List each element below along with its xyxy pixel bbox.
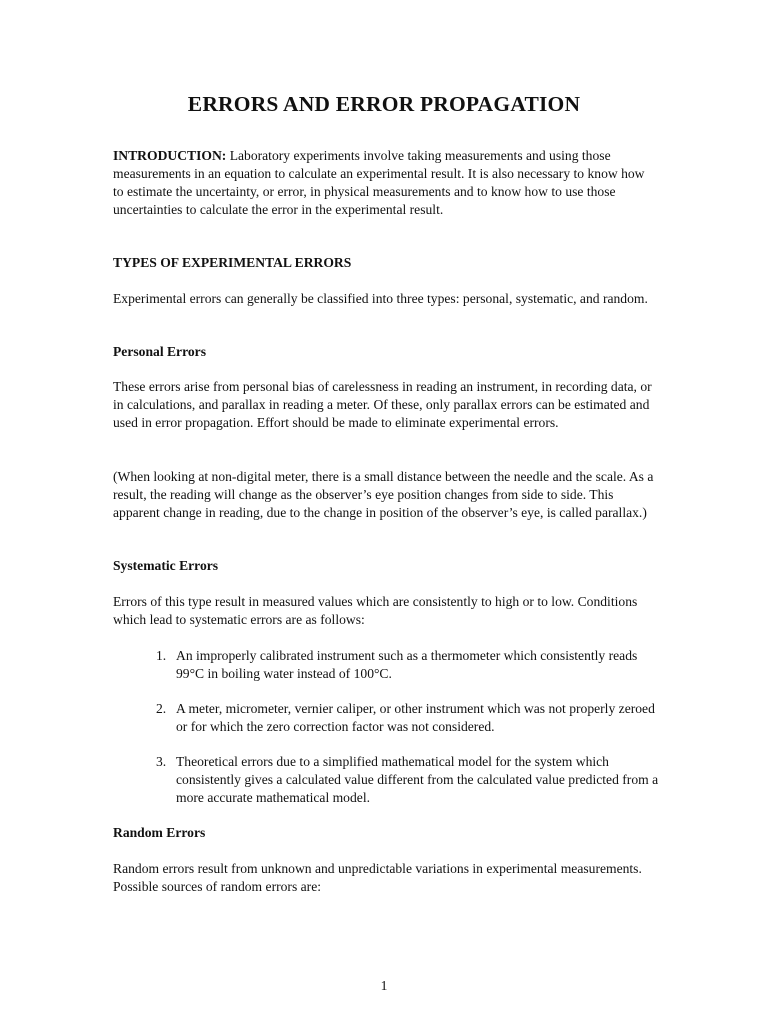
list-item bbox=[156, 753, 661, 807]
introduction-text: Laboratory experiments involve taking measurements and using those measurements in an equation to calculate an experimental result. It is also necessary to know how to estimate the uncertainty, or error, in physical measurements and to know how to use those uncertainties to calculate the error in the experimental result. bbox=[113, 148, 645, 217]
random-errors-heading: Random Errors bbox=[113, 825, 206, 840]
list-item bbox=[156, 647, 661, 683]
personal-errors-heading: Personal Errors bbox=[113, 344, 206, 359]
page-number: 1 bbox=[380, 978, 388, 993]
systematic-errors-heading: Systematic Errors bbox=[113, 558, 219, 573]
introduction-paragraph bbox=[113, 147, 658, 219]
list-item-text: Theoretical errors due to a simplified mathematical model for the system which consistently gives a calculated value different from the calculated value predicted from a more accurate mathematical model. bbox=[176, 754, 659, 805]
personal-errors-paragraph: These errors arise from personal bias of carelessness in reading an instrument, in recording data, or in calculations, and parallax in reading a meter. Of these, only parallax errors can be estimated and used in error propagation. Effort should be made to eliminate experimental errors. bbox=[113, 379, 652, 430]
systematic-errors-paragraph: Errors of this type result in measured values which are consistently to high or to low. Conditions which lead to systematic errors are as follows: bbox=[113, 594, 638, 627]
types-heading: TYPES OF EXPERIMENTAL ERRORS bbox=[113, 255, 352, 270]
document-title: ERRORS AND ERROR PROPAGATION bbox=[187, 92, 581, 116]
list-item-number: 1. bbox=[156, 648, 167, 663]
list-item-number: 3. bbox=[156, 754, 167, 769]
introduction-label: INTRODUCTION: bbox=[113, 148, 227, 163]
list-item bbox=[156, 700, 661, 736]
list-item-text: An improperly calibrated instrument such as a thermometer which consistently reads 99°C in boiling water instead of 100°C. bbox=[176, 648, 638, 681]
random-errors-paragraph: Random errors result from unknown and unpredictable variations in experimental measurements. Possible sources of random errors are: bbox=[113, 861, 642, 894]
list-item-number: 2. bbox=[156, 701, 167, 716]
parallax-paragraph: (When looking at non-digital meter, there is a small distance between the needle and the scale. As a result, the reading will change as the observer’s eye position changes from side to side. This apparent change in reading, due to the change in position of the observer’s eye, is called parallax.) bbox=[113, 469, 654, 520]
types-paragraph: Experimental errors can generally be classified into three types: personal, systematic, and random. bbox=[113, 291, 648, 306]
list-item-text: A meter, micrometer, vernier caliper, or other instrument which was not properly zeroed or for which the zero correction factor was not considered. bbox=[176, 701, 655, 734]
